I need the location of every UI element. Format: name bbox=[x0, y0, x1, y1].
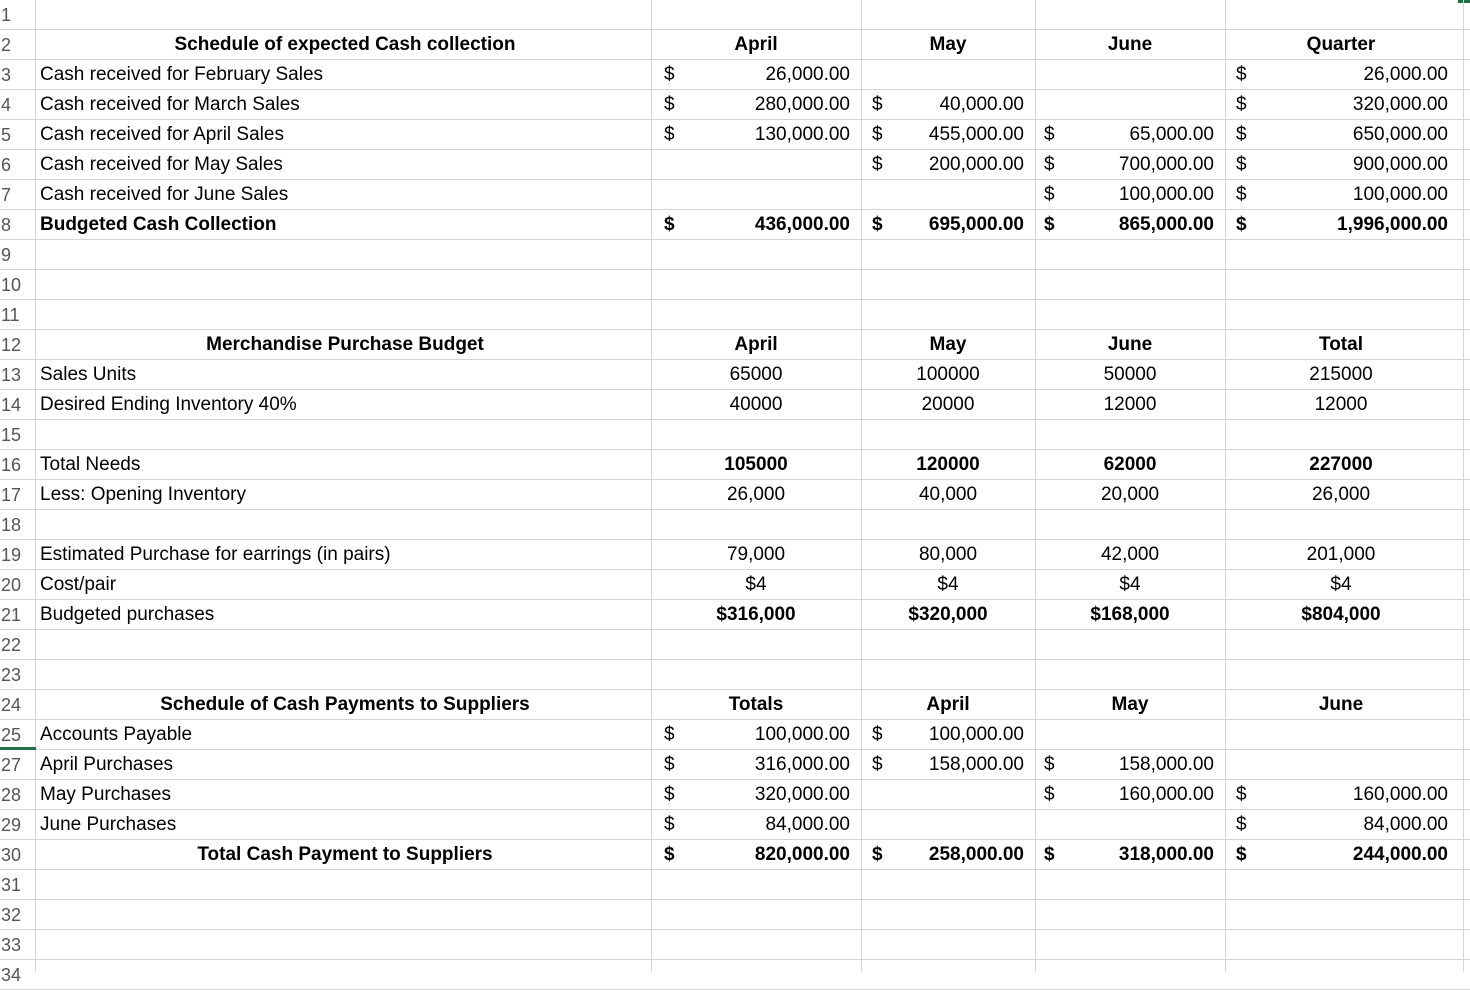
cell-d4[interactable]: $ bbox=[1236, 784, 1247, 805]
cell-v4[interactable]: 1,996,000.00 bbox=[1337, 214, 1448, 235]
cell-v4[interactable]: 84,000.00 bbox=[1363, 814, 1448, 835]
cell-v3[interactable]: 160,000.00 bbox=[1118, 784, 1214, 805]
cell-d1[interactable]: $ bbox=[664, 724, 675, 745]
cell-d1[interactable]: $ bbox=[664, 844, 675, 865]
column-gridline bbox=[1463, 0, 1464, 972]
cell-c-quarter[interactable]: 227000 bbox=[1309, 454, 1373, 475]
cell-v2[interactable]: 695,000.00 bbox=[928, 214, 1024, 235]
row-number[interactable]: 13 bbox=[1, 365, 22, 385]
row-number[interactable]: 30 bbox=[1, 845, 22, 865]
cell-c-april[interactable]: April bbox=[734, 334, 778, 355]
cell-c-june[interactable]: 62000 bbox=[1103, 454, 1157, 475]
row-number[interactable]: 7 bbox=[1, 185, 12, 205]
cell-c-june[interactable]: 20,000 bbox=[1100, 484, 1160, 505]
cell-label-center[interactable]: Schedule of Cash Payments to Suppliers bbox=[160, 694, 530, 715]
cell-v4[interactable]: 160,000.00 bbox=[1352, 784, 1448, 805]
cell-c-april[interactable]: 105000 bbox=[724, 454, 788, 475]
cell-v4[interactable]: 900,000.00 bbox=[1352, 154, 1448, 175]
cell-label-center[interactable]: Merchandise Purchase Budget bbox=[206, 334, 484, 355]
cell-label[interactable]: May Purchases bbox=[40, 784, 171, 805]
cell-c-april[interactable]: 26,000 bbox=[726, 484, 786, 505]
row-number[interactable]: 10 bbox=[1, 275, 22, 295]
row-number[interactable]: 29 bbox=[1, 815, 22, 835]
row-number[interactable]: 9 bbox=[1, 245, 12, 265]
cell-c-april[interactable]: Totals bbox=[728, 694, 784, 715]
cell-v2[interactable]: 40,000.00 bbox=[939, 94, 1024, 115]
row-number[interactable]: 32 bbox=[1, 905, 22, 925]
row-number[interactable]: 28 bbox=[1, 785, 22, 805]
cell-v2[interactable]: 200,000.00 bbox=[928, 154, 1024, 175]
column-gridline bbox=[651, 0, 652, 972]
cell-d4[interactable]: $ bbox=[1236, 184, 1247, 205]
cell-c-may[interactable]: April bbox=[926, 694, 970, 715]
cell-d2[interactable]: $ bbox=[872, 124, 883, 145]
cell-d3[interactable]: $ bbox=[1044, 844, 1055, 865]
cell-v3[interactable]: 65,000.00 bbox=[1129, 124, 1214, 145]
cell-d1[interactable]: $ bbox=[664, 64, 675, 85]
row-gridline bbox=[0, 299, 1470, 300]
cell-label[interactable]: Accounts Payable bbox=[40, 724, 193, 745]
cell-c-june[interactable]: $168,000 bbox=[1090, 604, 1170, 625]
column-gridline bbox=[35, 0, 36, 972]
cell-v3[interactable]: 700,000.00 bbox=[1118, 154, 1214, 175]
cell-c-april[interactable]: April bbox=[734, 34, 778, 55]
cell-label[interactable]: April Purchases bbox=[40, 754, 174, 775]
cell-c-june[interactable]: 50000 bbox=[1103, 364, 1157, 385]
row-number[interactable]: 17 bbox=[1, 485, 22, 505]
row-gridline bbox=[0, 269, 1470, 270]
cell-c-quarter[interactable]: $4 bbox=[1330, 574, 1352, 595]
cell-d2[interactable]: $ bbox=[872, 724, 883, 745]
row-gridline bbox=[0, 899, 1470, 900]
cell-d1[interactable]: $ bbox=[664, 124, 675, 145]
row-number[interactable]: 12 bbox=[1, 335, 22, 355]
cell-c-june[interactable]: 42,000 bbox=[1100, 544, 1160, 565]
cell-label[interactable]: Sales Units bbox=[40, 364, 137, 385]
cell-v1[interactable]: 320,000.00 bbox=[754, 784, 850, 805]
cell-c-april[interactable]: $4 bbox=[745, 574, 767, 595]
cell-d4[interactable]: $ bbox=[1236, 844, 1247, 865]
cell-label[interactable]: Estimated Purchase for earrings (in pairs) bbox=[40, 544, 391, 565]
row-number[interactable]: 8 bbox=[1, 215, 12, 235]
cell-label-center[interactable]: Total Cash Payment to Suppliers bbox=[197, 844, 493, 865]
cell-v4[interactable]: 650,000.00 bbox=[1352, 124, 1448, 145]
cell-label-center[interactable]: Schedule of expected Cash collection bbox=[174, 34, 516, 55]
cell-label[interactable]: Cost/pair bbox=[40, 574, 117, 595]
sheet-accent-mark bbox=[1458, 0, 1470, 3]
cell-c-june[interactable]: May bbox=[1111, 694, 1149, 715]
cell-c-april[interactable]: 79,000 bbox=[726, 544, 786, 565]
row-number[interactable]: 4 bbox=[1, 95, 12, 115]
row-gridline bbox=[0, 929, 1470, 930]
cell-v1[interactable]: 84,000.00 bbox=[765, 814, 850, 835]
cell-label[interactable]: Budgeted purchases bbox=[40, 604, 215, 625]
row-number[interactable]: 14 bbox=[1, 395, 22, 415]
cell-label[interactable]: Total Needs bbox=[40, 454, 141, 475]
cell-d1[interactable]: $ bbox=[664, 214, 675, 235]
cell-c-quarter[interactable]: 201,000 bbox=[1306, 544, 1376, 565]
cell-d1[interactable]: $ bbox=[664, 754, 675, 775]
cell-c-quarter[interactable]: June bbox=[1318, 694, 1364, 715]
cell-d3[interactable]: $ bbox=[1044, 124, 1055, 145]
row-number[interactable]: 25 bbox=[1, 725, 22, 745]
cell-d3[interactable]: $ bbox=[1044, 784, 1055, 805]
cell-v1[interactable]: 436,000.00 bbox=[754, 214, 850, 235]
row-number[interactable]: 34 bbox=[1, 965, 22, 985]
cell-v3[interactable]: 100,000.00 bbox=[1118, 184, 1214, 205]
cell-v2[interactable]: 258,000.00 bbox=[928, 844, 1024, 865]
cell-v1[interactable]: 280,000.00 bbox=[754, 94, 850, 115]
cell-label[interactable]: Less: Opening Inventory bbox=[40, 484, 246, 505]
cell-d3[interactable]: $ bbox=[1044, 184, 1055, 205]
cell-v4[interactable]: 320,000.00 bbox=[1352, 94, 1448, 115]
cell-c-may[interactable]: 20000 bbox=[921, 394, 975, 415]
cell-label[interactable]: Cash received for March Sales bbox=[40, 94, 300, 115]
cell-d2[interactable]: $ bbox=[872, 214, 883, 235]
cell-d4[interactable]: $ bbox=[1236, 94, 1247, 115]
cell-d3[interactable]: $ bbox=[1044, 754, 1055, 775]
cell-d3[interactable]: $ bbox=[1044, 154, 1055, 175]
cell-v1[interactable]: 820,000.00 bbox=[754, 844, 850, 865]
cell-c-april[interactable]: $316,000 bbox=[716, 604, 796, 625]
cell-v2[interactable]: 158,000.00 bbox=[928, 754, 1024, 775]
cell-d1[interactable]: $ bbox=[664, 94, 675, 115]
cell-v1[interactable]: 26,000.00 bbox=[765, 64, 850, 85]
cell-c-april[interactable]: 40000 bbox=[729, 394, 783, 415]
row-number[interactable]: 18 bbox=[1, 515, 22, 535]
cell-d1[interactable]: $ bbox=[664, 784, 675, 805]
row-number[interactable]: 3 bbox=[1, 65, 12, 85]
cell-v1[interactable]: 130,000.00 bbox=[754, 124, 850, 145]
cell-label[interactable]: Desired Ending Inventory 40% bbox=[40, 394, 297, 415]
cell-d4[interactable]: $ bbox=[1236, 64, 1247, 85]
cell-c-june[interactable]: June bbox=[1107, 334, 1153, 355]
cell-c-april[interactable]: 65000 bbox=[729, 364, 783, 385]
cell-c-june[interactable]: 12000 bbox=[1103, 394, 1157, 415]
cell-d2[interactable]: $ bbox=[872, 844, 883, 865]
cell-c-quarter[interactable]: $804,000 bbox=[1301, 604, 1381, 625]
cell-v2[interactable]: 100,000.00 bbox=[928, 724, 1024, 745]
row-number[interactable]: 24 bbox=[1, 695, 22, 715]
cell-label[interactable]: Cash received for May Sales bbox=[40, 154, 283, 175]
row-number[interactable]: 19 bbox=[1, 545, 22, 565]
cell-c-may[interactable]: 100000 bbox=[916, 364, 980, 385]
row-number[interactable]: 22 bbox=[1, 635, 22, 655]
row-number[interactable]: 1 bbox=[1, 5, 12, 25]
cell-c-quarter[interactable]: Total bbox=[1319, 334, 1363, 355]
cell-c-may[interactable]: 40,000 bbox=[918, 484, 978, 505]
row-gridline bbox=[0, 659, 1470, 660]
cell-d4[interactable]: $ bbox=[1236, 214, 1247, 235]
cell-label[interactable]: Cash received for April Sales bbox=[40, 124, 284, 145]
cell-v4[interactable]: 100,000.00 bbox=[1352, 184, 1448, 205]
cell-label[interactable]: Budgeted Cash Collection bbox=[40, 214, 277, 235]
row-number[interactable]: 5 bbox=[1, 125, 12, 145]
cell-v1[interactable]: 316,000.00 bbox=[754, 754, 850, 775]
cell-c-quarter[interactable]: 12000 bbox=[1314, 394, 1368, 415]
cell-d2[interactable]: $ bbox=[872, 154, 883, 175]
cell-v3[interactable]: 865,000.00 bbox=[1118, 214, 1214, 235]
cell-v3[interactable]: 318,000.00 bbox=[1118, 844, 1214, 865]
cell-label[interactable]: Cash received for February Sales bbox=[40, 64, 324, 85]
row-number[interactable]: 21 bbox=[1, 605, 22, 625]
cell-c-may[interactable]: $4 bbox=[937, 574, 959, 595]
row-number[interactable]: 2 bbox=[1, 35, 12, 55]
cell-d3[interactable]: $ bbox=[1044, 214, 1055, 235]
cell-c-may[interactable]: 120000 bbox=[916, 454, 980, 475]
cell-v3[interactable]: 158,000.00 bbox=[1118, 754, 1214, 775]
cell-c-may[interactable]: May bbox=[929, 34, 967, 55]
row-number[interactable]: 15 bbox=[1, 425, 22, 445]
cell-c-may[interactable]: May bbox=[929, 334, 967, 355]
cell-c-june[interactable]: June bbox=[1107, 34, 1153, 55]
cell-c-may[interactable]: $320,000 bbox=[908, 604, 988, 625]
cell-c-june[interactable]: $4 bbox=[1119, 574, 1141, 595]
row-number[interactable]: 20 bbox=[1, 575, 22, 595]
row-number[interactable]: 23 bbox=[1, 665, 22, 685]
row-number[interactable]: 27 bbox=[1, 755, 22, 775]
cell-d1[interactable]: $ bbox=[664, 814, 675, 835]
cell-v4[interactable]: 244,000.00 bbox=[1352, 844, 1448, 865]
row-number[interactable]: 16 bbox=[1, 455, 22, 475]
cell-v4[interactable]: 26,000.00 bbox=[1363, 64, 1448, 85]
cell-label[interactable]: June Purchases bbox=[40, 814, 177, 835]
cell-c-may[interactable]: 80,000 bbox=[918, 544, 978, 565]
cell-c-quarter[interactable]: 215000 bbox=[1309, 364, 1373, 385]
cell-label[interactable]: Cash received for June Sales bbox=[40, 184, 289, 205]
cell-d4[interactable]: $ bbox=[1236, 154, 1247, 175]
row-number[interactable]: 6 bbox=[1, 155, 12, 175]
cell-v1[interactable]: 100,000.00 bbox=[754, 724, 850, 745]
cell-d2[interactable]: $ bbox=[872, 94, 883, 115]
row-number[interactable]: 31 bbox=[1, 875, 22, 895]
row-number[interactable]: 33 bbox=[1, 935, 22, 955]
cell-v2[interactable]: 455,000.00 bbox=[928, 124, 1024, 145]
row-number[interactable]: 11 bbox=[1, 305, 20, 325]
cell-d4[interactable]: $ bbox=[1236, 124, 1247, 145]
row-gridline bbox=[0, 959, 1470, 960]
cell-c-quarter[interactable]: Quarter bbox=[1306, 34, 1376, 55]
cell-d2[interactable]: $ bbox=[872, 754, 883, 775]
cell-c-quarter[interactable]: 26,000 bbox=[1311, 484, 1371, 505]
cell-d4[interactable]: $ bbox=[1236, 814, 1247, 835]
